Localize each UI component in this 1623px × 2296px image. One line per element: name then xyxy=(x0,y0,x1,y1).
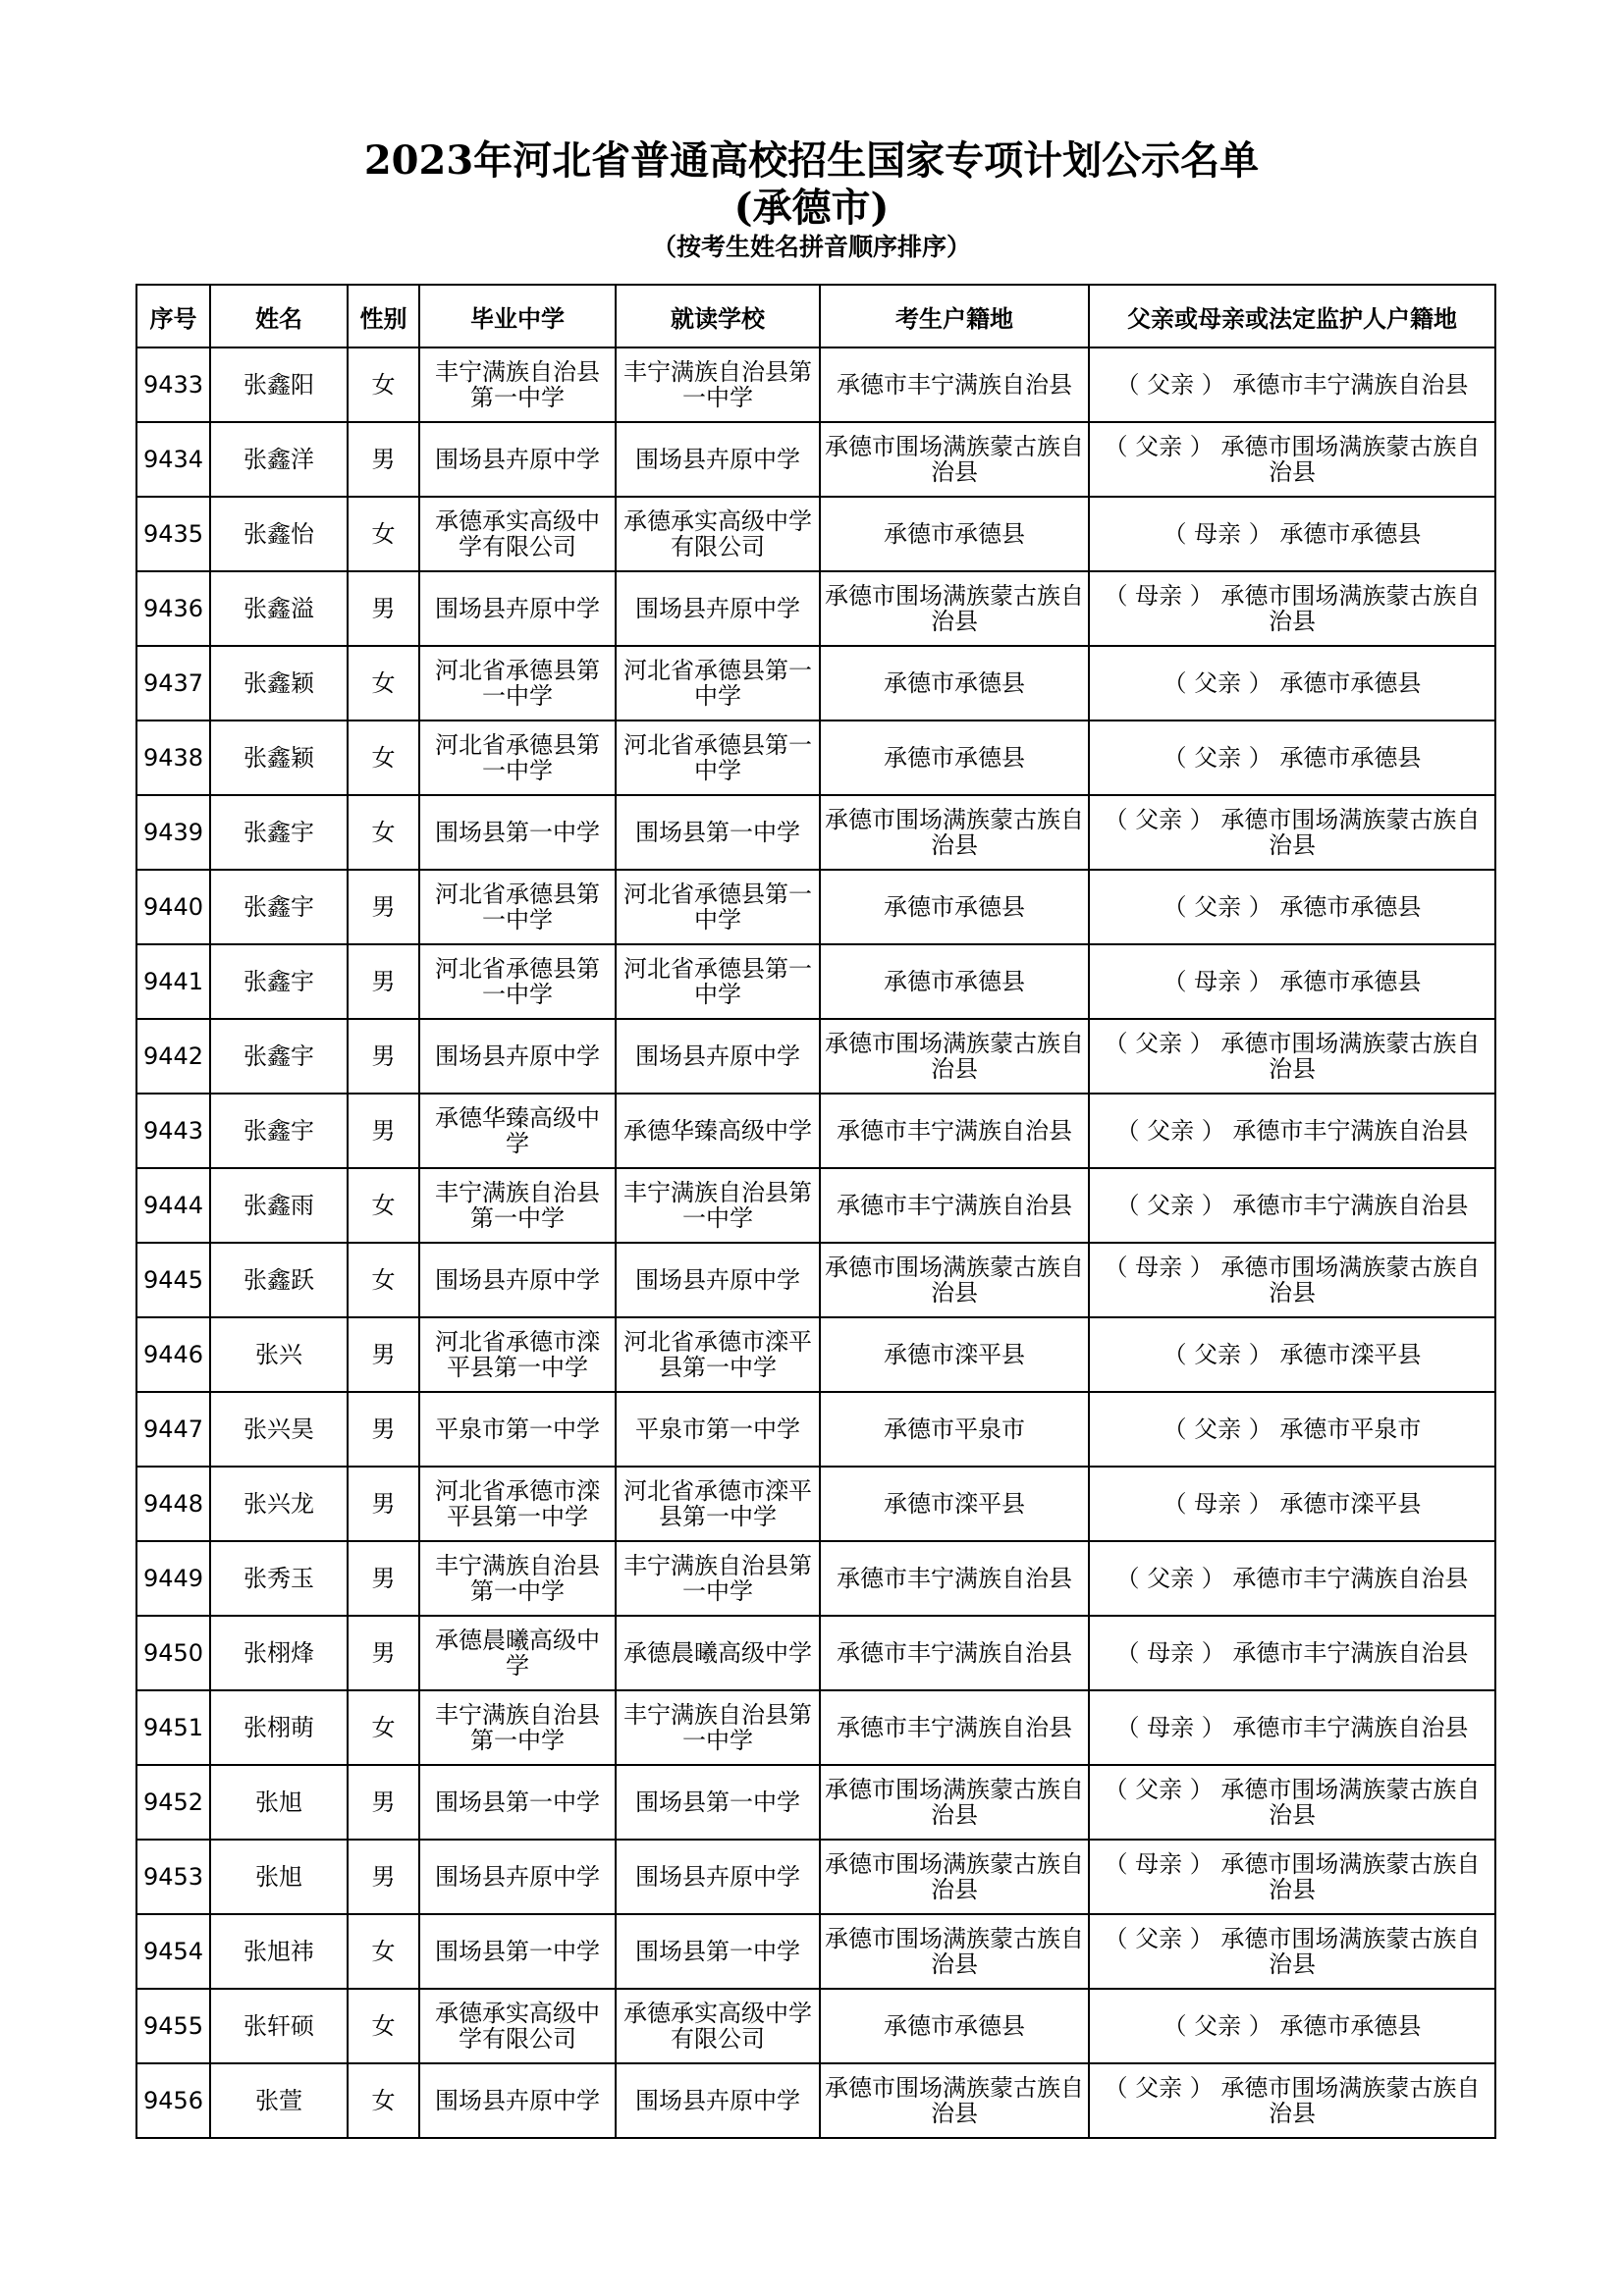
candidate-residence-cell: 承德市承德县 xyxy=(820,646,1089,721)
name-cell: 张栩烽 xyxy=(210,1616,348,1690)
table-row xyxy=(136,347,1495,422)
header-graduation-school: 毕业中学 xyxy=(419,285,616,347)
document-subtitle: (承德市) xyxy=(733,185,890,231)
table-row xyxy=(136,422,1495,497)
graduation-school-cell: 围场县卉原中学 xyxy=(419,1019,616,1094)
graduation-school-cell: 围场县卉原中学 xyxy=(419,2063,616,2138)
name-cell: 张鑫宇 xyxy=(210,795,348,870)
name-cell: 张旭祎 xyxy=(210,1914,348,1989)
table-row xyxy=(136,1019,1495,1094)
guardian-residence-cell: （ 父亲 ） 承德市承德县 xyxy=(1089,721,1495,795)
table-row xyxy=(136,1467,1495,1541)
candidate-residence-cell: 承德市平泉市 xyxy=(820,1392,1089,1467)
gender-cell: 男 xyxy=(348,1317,419,1392)
table-row xyxy=(136,721,1495,795)
candidate-residence-cell: 承德市围场满族蒙古族自治县 xyxy=(820,571,1089,646)
graduation-school-cell: 河北省承德县第一中学 xyxy=(419,870,616,944)
table-row xyxy=(136,944,1495,1019)
candidate-residence-cell: 承德市承德县 xyxy=(820,1989,1089,2063)
table-row xyxy=(136,1243,1495,1317)
candidate-residence-cell: 承德市围场满族蒙古族自治县 xyxy=(820,1840,1089,1914)
name-cell: 张鑫怡 xyxy=(210,497,348,571)
sort-note: （按考生姓名拼音顺序排序） xyxy=(651,233,971,261)
guardian-residence-cell: （ 父亲 ） 承德市平泉市 xyxy=(1089,1392,1495,1467)
guardian-residence-cell: （ 父亲 ） 承德市丰宁满族自治县 xyxy=(1089,1541,1495,1616)
guardian-residence-cell: （ 父亲 ） 承德市围场满族蒙古族自治县 xyxy=(1089,1765,1495,1840)
current-school-cell: 平泉市第一中学 xyxy=(616,1392,820,1467)
seq-cell: 9434 xyxy=(136,422,210,497)
table-body xyxy=(136,347,1495,2138)
gender-cell: 男 xyxy=(348,1840,419,1914)
graduation-school-cell: 河北省承德市滦平县第一中学 xyxy=(419,1467,616,1541)
guardian-residence-cell: （ 父亲 ） 承德市围场满族蒙古族自治县 xyxy=(1089,1914,1495,1989)
graduation-school-cell: 承德晨曦高级中学 xyxy=(419,1616,616,1690)
guardian-residence-cell: （ 父亲 ） 承德市丰宁满族自治县 xyxy=(1089,1168,1495,1243)
seq-cell: 9445 xyxy=(136,1243,210,1317)
current-school-cell: 承德晨曦高级中学 xyxy=(616,1616,820,1690)
candidate-residence-cell: 承德市滦平县 xyxy=(820,1317,1089,1392)
gender-cell: 女 xyxy=(348,646,419,721)
current-school-cell: 承德承实高级中学有限公司 xyxy=(616,497,820,571)
guardian-residence-cell: （ 父亲 ） 承德市围场满族蒙古族自治县 xyxy=(1089,422,1495,497)
guardian-residence-cell: （ 父亲 ） 承德市滦平县 xyxy=(1089,1317,1495,1392)
gender-cell: 男 xyxy=(348,1392,419,1467)
graduation-school-cell: 河北省承德县第一中学 xyxy=(419,646,616,721)
seq-cell: 9453 xyxy=(136,1840,210,1914)
graduation-school-cell: 河北省承德市滦平县第一中学 xyxy=(419,1317,616,1392)
candidate-residence-cell: 承德市滦平县 xyxy=(820,1467,1089,1541)
name-cell: 张旭 xyxy=(210,1765,348,1840)
seq-cell: 9447 xyxy=(136,1392,210,1467)
name-cell: 张兴昊 xyxy=(210,1392,348,1467)
header-candidate-residence: 考生户籍地 xyxy=(820,285,1089,347)
candidate-residence-cell: 承德市丰宁满族自治县 xyxy=(820,347,1089,422)
seq-cell: 9449 xyxy=(136,1541,210,1616)
candidate-residence-cell: 承德市围场满族蒙古族自治县 xyxy=(820,795,1089,870)
guardian-residence-cell: （ 母亲 ） 承德市围场满族蒙古族自治县 xyxy=(1089,1243,1495,1317)
current-school-cell: 河北省承德县第一中学 xyxy=(616,870,820,944)
current-school-cell: 丰宁满族自治县第一中学 xyxy=(616,347,820,422)
table-row xyxy=(136,1914,1495,1989)
seq-cell: 9433 xyxy=(136,347,210,422)
seq-cell: 9435 xyxy=(136,497,210,571)
graduation-school-cell: 围场县第一中学 xyxy=(419,1765,616,1840)
header-name: 姓名 xyxy=(210,285,348,347)
gender-cell: 女 xyxy=(348,1168,419,1243)
gender-cell: 女 xyxy=(348,497,419,571)
candidate-residence-cell: 承德市围场满族蒙古族自治县 xyxy=(820,1914,1089,1989)
current-school-cell: 河北省承德市滦平县第一中学 xyxy=(616,1317,820,1392)
gender-cell: 男 xyxy=(348,422,419,497)
seq-cell: 9438 xyxy=(136,721,210,795)
name-cell: 张鑫颖 xyxy=(210,721,348,795)
name-cell: 张鑫宇 xyxy=(210,944,348,1019)
graduation-school-cell: 围场县卉原中学 xyxy=(419,1243,616,1317)
current-school-cell: 围场县卉原中学 xyxy=(616,2063,820,2138)
table-row xyxy=(136,497,1495,571)
table-row xyxy=(136,1690,1495,1765)
table-row xyxy=(136,2063,1495,2138)
candidate-residence-cell: 承德市承德县 xyxy=(820,497,1089,571)
table-row xyxy=(136,1541,1495,1616)
name-cell: 张栩萌 xyxy=(210,1690,348,1765)
gender-cell: 女 xyxy=(348,1243,419,1317)
guardian-residence-cell: （ 母亲 ） 承德市承德县 xyxy=(1089,497,1495,571)
table-row xyxy=(136,1392,1495,1467)
guardian-residence-cell: （ 母亲 ） 承德市丰宁满族自治县 xyxy=(1089,1690,1495,1765)
graduation-school-cell: 丰宁满族自治县第一中学 xyxy=(419,1541,616,1616)
gender-cell: 男 xyxy=(348,1765,419,1840)
name-cell: 张轩硕 xyxy=(210,1989,348,2063)
current-school-cell: 河北省承德县第一中学 xyxy=(616,944,820,1019)
header-current-school: 就读学校 xyxy=(616,285,820,347)
table-row xyxy=(136,870,1495,944)
gender-cell: 女 xyxy=(348,1914,419,1989)
header-seq: 序号 xyxy=(136,285,210,347)
graduation-school-cell: 围场县卉原中学 xyxy=(419,1840,616,1914)
candidate-residence-cell: 承德市丰宁满族自治县 xyxy=(820,1616,1089,1690)
current-school-cell: 丰宁满族自治县第一中学 xyxy=(616,1541,820,1616)
seq-cell: 9437 xyxy=(136,646,210,721)
gender-cell: 男 xyxy=(348,870,419,944)
seq-cell: 9455 xyxy=(136,1989,210,2063)
name-cell: 张秀玉 xyxy=(210,1541,348,1616)
header-guardian-residence: 父亲或母亲或法定监护人户籍地 xyxy=(1089,285,1495,347)
current-school-cell: 河北省承德市滦平县第一中学 xyxy=(616,1467,820,1541)
guardian-residence-cell: （ 母亲 ） 承德市围场满族蒙古族自治县 xyxy=(1089,571,1495,646)
guardian-residence-cell: （ 母亲 ） 承德市围场满族蒙古族自治县 xyxy=(1089,1840,1495,1914)
seq-cell: 9448 xyxy=(136,1467,210,1541)
gender-cell: 女 xyxy=(348,795,419,870)
seq-cell: 9443 xyxy=(136,1094,210,1168)
candidate-residence-cell: 承德市围场满族蒙古族自治县 xyxy=(820,2063,1089,2138)
guardian-residence-cell: （ 父亲 ） 承德市围场满族蒙古族自治县 xyxy=(1089,2063,1495,2138)
gender-cell: 男 xyxy=(348,1094,419,1168)
seq-cell: 9450 xyxy=(136,1616,210,1690)
guardian-residence-cell: （ 父亲 ） 承德市承德县 xyxy=(1089,870,1495,944)
candidate-residence-cell: 承德市承德县 xyxy=(820,721,1089,795)
guardian-residence-cell: （ 父亲 ） 承德市丰宁满族自治县 xyxy=(1089,347,1495,422)
seq-cell: 9441 xyxy=(136,944,210,1019)
candidate-residence-cell: 承德市承德县 xyxy=(820,870,1089,944)
name-cell: 张鑫宇 xyxy=(210,870,348,944)
gender-cell: 男 xyxy=(348,1019,419,1094)
seq-cell: 9444 xyxy=(136,1168,210,1243)
graduation-school-cell: 河北省承德县第一中学 xyxy=(419,944,616,1019)
seq-cell: 9436 xyxy=(136,571,210,646)
guardian-residence-cell: （ 母亲 ） 承德市丰宁满族自治县 xyxy=(1089,1616,1495,1690)
guardian-residence-cell: （ 父亲 ） 承德市围场满族蒙古族自治县 xyxy=(1089,1019,1495,1094)
gender-cell: 男 xyxy=(348,944,419,1019)
graduation-school-cell: 围场县第一中学 xyxy=(419,1914,616,1989)
graduation-school-cell: 围场县卉原中学 xyxy=(419,422,616,497)
graduation-school-cell: 丰宁满族自治县第一中学 xyxy=(419,1690,616,1765)
guardian-residence-cell: （ 父亲 ） 承德市承德县 xyxy=(1089,646,1495,721)
name-cell: 张鑫阳 xyxy=(210,347,348,422)
name-cell: 张鑫颖 xyxy=(210,646,348,721)
current-school-cell: 河北省承德县第一中学 xyxy=(616,721,820,795)
gender-cell: 女 xyxy=(348,2063,419,2138)
graduation-school-cell: 承德华臻高级中学 xyxy=(419,1094,616,1168)
guardian-residence-cell: （ 父亲 ） 承德市围场满族蒙古族自治县 xyxy=(1089,795,1495,870)
graduation-school-cell: 围场县卉原中学 xyxy=(419,571,616,646)
graduation-school-cell: 平泉市第一中学 xyxy=(419,1392,616,1467)
seq-cell: 9456 xyxy=(136,2063,210,2138)
header-gender: 性别 xyxy=(348,285,419,347)
graduation-school-cell: 承德承实高级中学有限公司 xyxy=(419,1989,616,2063)
candidate-residence-cell: 承德市围场满族蒙古族自治县 xyxy=(820,1243,1089,1317)
name-cell: 张兴 xyxy=(210,1317,348,1392)
table-row xyxy=(136,795,1495,870)
table-row xyxy=(136,1168,1495,1243)
current-school-cell: 围场县卉原中学 xyxy=(616,1243,820,1317)
table-row xyxy=(136,1094,1495,1168)
gender-cell: 男 xyxy=(348,1467,419,1541)
graduation-school-cell: 丰宁满族自治县第一中学 xyxy=(419,347,616,422)
candidate-residence-cell: 承德市围场满族蒙古族自治县 xyxy=(820,422,1089,497)
seq-cell: 9442 xyxy=(136,1019,210,1094)
gender-cell: 男 xyxy=(348,571,419,646)
current-school-cell: 丰宁满族自治县第一中学 xyxy=(616,1690,820,1765)
table-row xyxy=(136,1765,1495,1840)
candidate-residence-cell: 承德市丰宁满族自治县 xyxy=(820,1541,1089,1616)
name-cell: 张鑫宇 xyxy=(210,1019,348,1094)
current-school-cell: 围场县卉原中学 xyxy=(616,422,820,497)
seq-cell: 9452 xyxy=(136,1765,210,1840)
name-cell: 张鑫雨 xyxy=(210,1168,348,1243)
current-school-cell: 围场县第一中学 xyxy=(616,1914,820,1989)
name-cell: 张鑫宇 xyxy=(210,1094,348,1168)
name-cell: 张鑫溢 xyxy=(210,571,348,646)
name-cell: 张鑫洋 xyxy=(210,422,348,497)
candidate-residence-cell: 承德市围场满族蒙古族自治县 xyxy=(820,1765,1089,1840)
name-cell: 张旭 xyxy=(210,1840,348,1914)
gender-cell: 男 xyxy=(348,1541,419,1616)
seq-cell: 9440 xyxy=(136,870,210,944)
graduation-school-cell: 丰宁满族自治县第一中学 xyxy=(419,1168,616,1243)
candidate-table xyxy=(135,284,1496,2139)
table-row xyxy=(136,1840,1495,1914)
candidate-residence-cell: 承德市围场满族蒙古族自治县 xyxy=(820,1019,1089,1094)
current-school-cell: 围场县第一中学 xyxy=(616,795,820,870)
table-row xyxy=(136,571,1495,646)
name-cell: 张兴龙 xyxy=(210,1467,348,1541)
current-school-cell: 河北省承德县第一中学 xyxy=(616,646,820,721)
current-school-cell: 承德华臻高级中学 xyxy=(616,1094,820,1168)
graduation-school-cell: 围场县第一中学 xyxy=(419,795,616,870)
gender-cell: 女 xyxy=(348,721,419,795)
table-row xyxy=(136,1317,1495,1392)
table-row xyxy=(136,1989,1495,2063)
table-row xyxy=(136,646,1495,721)
seq-cell: 9454 xyxy=(136,1914,210,1989)
current-school-cell: 围场县卉原中学 xyxy=(616,1019,820,1094)
candidate-residence-cell: 承德市丰宁满族自治县 xyxy=(820,1168,1089,1243)
graduation-school-cell: 承德承实高级中学有限公司 xyxy=(419,497,616,571)
table-row xyxy=(136,1616,1495,1690)
candidate-residence-cell: 承德市丰宁满族自治县 xyxy=(820,1094,1089,1168)
name-cell: 张萱 xyxy=(210,2063,348,2138)
current-school-cell: 围场县卉原中学 xyxy=(616,1840,820,1914)
seq-cell: 9446 xyxy=(136,1317,210,1392)
current-school-cell: 围场县卉原中学 xyxy=(616,571,820,646)
guardian-residence-cell: （ 父亲 ） 承德市承德县 xyxy=(1089,1989,1495,2063)
guardian-residence-cell: （ 母亲 ） 承德市承德县 xyxy=(1089,944,1495,1019)
candidate-residence-cell: 承德市承德县 xyxy=(820,944,1089,1019)
gender-cell: 女 xyxy=(348,1690,419,1765)
current-school-cell: 承德承实高级中学有限公司 xyxy=(616,1989,820,2063)
gender-cell: 女 xyxy=(348,1989,419,2063)
candidate-residence-cell: 承德市丰宁满族自治县 xyxy=(820,1690,1089,1765)
seq-cell: 9439 xyxy=(136,795,210,870)
gender-cell: 男 xyxy=(348,1616,419,1690)
current-school-cell: 围场县第一中学 xyxy=(616,1765,820,1840)
name-cell: 张鑫跃 xyxy=(210,1243,348,1317)
table-header-row xyxy=(136,285,1495,347)
guardian-residence-cell: （ 母亲 ） 承德市滦平县 xyxy=(1089,1467,1495,1541)
current-school-cell: 丰宁满族自治县第一中学 xyxy=(616,1168,820,1243)
gender-cell: 女 xyxy=(348,347,419,422)
graduation-school-cell: 河北省承德县第一中学 xyxy=(419,721,616,795)
seq-cell: 9451 xyxy=(136,1690,210,1765)
guardian-residence-cell: （ 父亲 ） 承德市丰宁满族自治县 xyxy=(1089,1094,1495,1168)
document-title: 2023年河北省普通高校招生国家专项计划公示名单 xyxy=(363,137,1260,184)
